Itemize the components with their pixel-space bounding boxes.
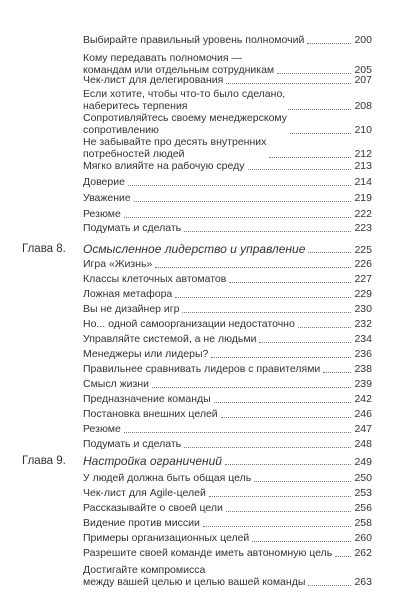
toc-entry-page-number: 262	[354, 547, 372, 559]
toc-entry	[83, 222, 372, 234]
toc-entry-page-number: 238	[354, 363, 372, 375]
toc-entry-page-number: 248	[354, 438, 372, 450]
toc-entry-title-line: Чек-лист для Agile-целей	[83, 487, 206, 499]
toc-entry-title	[83, 136, 266, 160]
toc-entry	[83, 176, 372, 188]
toc-entry-title	[83, 423, 121, 435]
toc-entry	[83, 363, 372, 375]
toc-entry-title	[83, 208, 121, 220]
toc-entry-title	[83, 288, 172, 300]
toc-entry-title	[83, 52, 274, 76]
toc-entry-title-line: сопротивлению	[83, 124, 159, 136]
toc-entry-title	[83, 487, 206, 499]
toc-entry-page-number: 234	[354, 333, 372, 345]
toc-entry	[83, 88, 372, 112]
toc-entry-title-line: Подумать и сделать	[83, 438, 182, 450]
toc-entry-title-line: Доверие	[83, 176, 125, 188]
toc-entry-page-number: 242	[354, 393, 372, 405]
toc-entry-title	[83, 438, 181, 450]
toc-entry-title	[83, 303, 179, 315]
toc-entry-title-line: командам или отдельным сотрудникам	[83, 64, 275, 76]
dot-leader	[214, 402, 352, 403]
toc-entry-page-number: 263	[354, 576, 372, 588]
toc-entry-title	[83, 318, 295, 330]
dot-leader	[182, 312, 351, 313]
dot-leader	[211, 357, 351, 358]
toc-entry-title-line: У людей должна быть общая цель	[83, 472, 252, 484]
dot-leader	[335, 556, 351, 557]
dot-leader	[128, 185, 352, 186]
toc-entry	[83, 438, 372, 450]
dot-leader	[134, 201, 352, 202]
toc-entry-title	[83, 348, 208, 360]
toc-entry	[83, 547, 372, 559]
toc-entry	[83, 112, 372, 136]
toc-entry-page-number: 258	[354, 517, 372, 529]
dot-leader	[175, 297, 351, 298]
toc-entry-title	[83, 393, 211, 405]
dot-leader	[184, 231, 351, 232]
toc-entry-title	[83, 258, 152, 270]
toc-entry	[83, 502, 372, 514]
toc-entry-page-number: 246	[354, 408, 372, 420]
dot-leader	[254, 481, 351, 482]
toc-entry-title-line: Постановка внешних целей	[83, 408, 218, 420]
dot-leader	[155, 267, 351, 268]
toc-entry-page-number: 213	[354, 160, 372, 172]
toc-entry	[83, 408, 372, 420]
toc-entry-page-number: 236	[354, 348, 372, 360]
dot-leader	[184, 447, 351, 448]
toc-entry-page-number: 247	[354, 423, 372, 435]
chapter-page-number: 249	[354, 456, 372, 468]
toc-entry	[83, 303, 372, 315]
toc-entry-title-line: Уважение	[83, 192, 131, 204]
chapter-title: Настройка ограничений	[83, 454, 222, 468]
dot-leader	[307, 43, 351, 44]
toc-entry	[83, 52, 372, 76]
toc-entry-title	[83, 502, 223, 514]
toc-entry-title-line: Резюме	[83, 423, 121, 435]
dot-leader	[248, 169, 352, 170]
dot-leader	[290, 133, 351, 134]
toc-entry-page-number: 223	[354, 222, 372, 234]
toc-entry-title-line: между вашей целью и целью вашей команды	[83, 576, 306, 588]
toc-entry-title-line: Но... одной самоорганизации недостаточно	[83, 318, 295, 330]
chapter-label: Глава 8.	[22, 243, 66, 255]
toc-entry	[83, 208, 372, 220]
toc-entry	[83, 532, 372, 544]
dot-leader	[252, 541, 351, 542]
toc-entry-page-number: 212	[354, 148, 372, 160]
toc-entry-title	[83, 472, 251, 484]
toc-entry-page-number: 239	[354, 378, 372, 390]
toc-entry-page-number: 200	[354, 34, 372, 46]
toc-entry-title	[83, 88, 285, 112]
toc-entry-title-line: Правильнее сравнивать лидеров с правителями	[83, 363, 321, 375]
toc-entry-title	[83, 408, 218, 420]
dot-leader	[226, 83, 351, 84]
toc-entry-title-line: Достигайте компромисса	[83, 564, 206, 576]
toc-entry	[83, 192, 372, 204]
toc-entry-title-line: Кому передавать полномочия —	[83, 52, 242, 64]
toc-entry-title-line: Подумать и сделать	[83, 222, 182, 234]
dot-leader	[308, 585, 351, 586]
dot-leader	[259, 342, 351, 343]
toc-entry-title-line: Вы не дизайнер игр	[83, 303, 180, 315]
toc-entry-page-number: 227	[354, 273, 372, 285]
toc-entry-page-number: 205	[354, 64, 372, 76]
toc-entry-title-line: Классы клеточных автоматов	[83, 273, 227, 285]
toc-entry-page-number: 256	[354, 502, 372, 514]
toc-entry-page-number: 250	[354, 472, 372, 484]
toc-entry-page-number: 229	[354, 288, 372, 300]
toc-entry-title-line: Игра «Жизнь»	[83, 258, 153, 270]
toc-entry-title-line: Выбирайте правильный уровень полномочий	[83, 34, 305, 46]
dot-leader	[298, 327, 352, 328]
toc-entry-title-line: Смысл жизни	[83, 378, 150, 390]
toc-entry	[83, 333, 372, 345]
toc-entry-title-line: Мягко влияйте на рабочую среду	[83, 160, 245, 172]
toc-entry-title	[83, 517, 200, 529]
toc-entry-page-number: 222	[354, 208, 372, 220]
dot-leader	[225, 464, 352, 465]
toc-entry	[83, 423, 372, 435]
dot-leader	[209, 496, 352, 497]
toc-entry-title	[83, 333, 256, 345]
toc-entry-page-number: 214	[354, 176, 372, 188]
dot-leader	[226, 511, 352, 512]
toc-entry-title-line: Разрешите своей команде иметь автономную цель	[83, 547, 333, 559]
toc-entry-title	[83, 532, 249, 544]
toc-entry	[83, 393, 372, 405]
dot-leader	[229, 282, 351, 283]
toc-entry-title-line: Предназначение команды	[83, 393, 211, 405]
toc-entry-title-line: наберитесь терпения	[83, 100, 188, 112]
toc-entry-title-line: Если хотите, чтобы что-то было сделано,	[83, 88, 286, 100]
chapter-label: Глава 9.	[22, 455, 66, 467]
dot-leader	[124, 217, 352, 218]
toc-entry	[83, 318, 372, 330]
chapter-page-number: 225	[354, 244, 372, 256]
toc-entry-title	[83, 222, 181, 234]
toc-entry-title	[83, 160, 245, 172]
toc-entry-title-line: Видение против миссии	[83, 517, 200, 529]
toc-entry	[83, 564, 372, 588]
toc-entry-page-number: 208	[354, 100, 372, 112]
toc-entry	[83, 136, 372, 160]
toc-entry-title	[83, 547, 332, 559]
toc-entry	[83, 288, 372, 300]
toc-entry	[83, 517, 372, 529]
toc-entry-title	[83, 378, 149, 390]
toc-entry	[83, 472, 372, 484]
toc-entry	[83, 258, 372, 270]
toc-entry	[83, 160, 372, 172]
dot-leader	[269, 157, 351, 158]
toc-entry	[83, 34, 372, 46]
dot-leader	[124, 432, 352, 433]
toc-entry-title	[83, 192, 131, 204]
toc-entry-title	[83, 363, 320, 375]
toc-entry-title	[83, 112, 287, 136]
chapter-title-row	[83, 454, 372, 468]
dot-leader	[221, 417, 352, 418]
toc-entry-title-line: потребностей людей	[83, 148, 185, 160]
toc-entry-title	[83, 176, 125, 188]
dot-leader	[308, 252, 351, 253]
dot-leader	[203, 526, 352, 527]
dot-leader	[152, 387, 351, 388]
toc-entry-page-number: 230	[354, 303, 372, 315]
toc-entry-title	[83, 74, 223, 86]
toc-entry-page-number: 210	[354, 124, 372, 136]
toc-entry-page-number: 232	[354, 318, 372, 330]
toc-entry-title-line: Примеры организационных целей	[83, 532, 250, 544]
toc-entry	[83, 348, 372, 360]
toc-entry-title	[83, 564, 305, 588]
toc-entry	[83, 74, 372, 86]
toc-entry-title-line: Резюме	[83, 208, 121, 220]
toc-entry-page-number: 260	[354, 532, 372, 544]
chapter-title-row	[83, 242, 372, 256]
chapter-title: Осмысленное лидерство и управление	[83, 242, 306, 256]
toc-entry-title-line: Сопротивляйтесь своему менеджерскому	[83, 112, 287, 124]
toc-entry-title-line: Ложная метафора	[83, 288, 173, 300]
toc-entry-title-line: Чек-лист для делегирования	[83, 74, 224, 86]
toc-entry-title-line: Управляйте системой, а не людьми	[83, 333, 257, 345]
toc-entry	[83, 273, 372, 285]
toc-entry-title	[83, 34, 304, 46]
toc-entry	[83, 378, 372, 390]
toc-entry-title-line: Не забывайте про десять внутренних	[83, 136, 267, 148]
toc-entry-title-line: Рассказывайте о своей цели	[83, 502, 223, 514]
dot-leader	[288, 109, 351, 110]
toc-entry	[83, 487, 372, 499]
toc-entry-page-number: 226	[354, 258, 372, 270]
toc-entry-title	[83, 273, 226, 285]
toc-entry-title-line: Менеджеры или лидеры?	[83, 348, 209, 360]
toc-entry-page-number: 219	[354, 192, 372, 204]
dot-leader	[323, 372, 351, 373]
toc-entry-page-number: 253	[354, 487, 372, 499]
toc-entry-page-number: 207	[354, 74, 372, 86]
